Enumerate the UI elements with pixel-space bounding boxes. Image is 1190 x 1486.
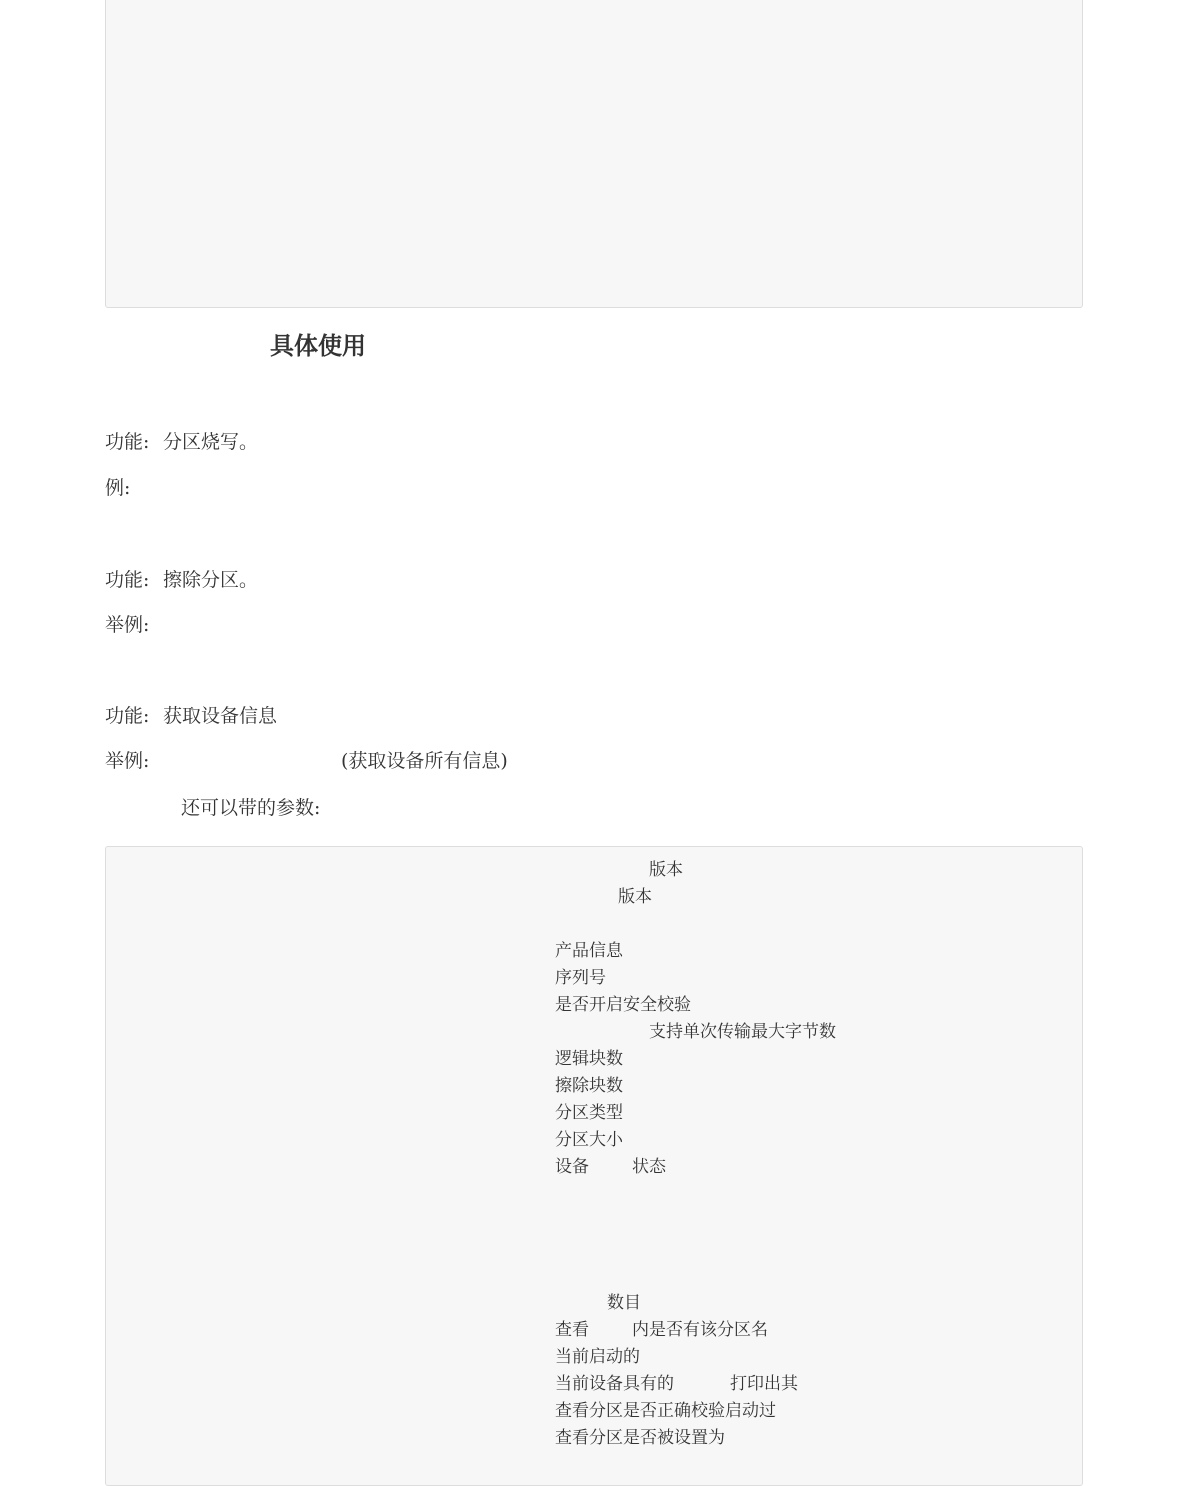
getvar-function-label: 功能: (105, 705, 150, 727)
flash-function-label: 功能: (105, 431, 150, 453)
param-line: 产品信息 (555, 941, 623, 961)
code-block-params (105, 846, 1083, 1486)
erase-function-text: 擦除分区。 (163, 569, 259, 591)
flash-function-text: 分区烧写。 (163, 431, 259, 453)
section-heading: 具体使用 (270, 332, 366, 360)
getvar-params-intro: 还可以带的参数: (181, 797, 321, 819)
getvar-example-label: 举例: (105, 750, 150, 772)
code-block-top (105, 0, 1083, 308)
param-line: 打印出其 (730, 1374, 798, 1394)
erase-function-label: 功能: (105, 569, 150, 591)
param-line: 数目 (607, 1293, 641, 1313)
param-line: 查看 (555, 1320, 589, 1340)
param-line: 当前设备具有的 (555, 1374, 674, 1394)
param-line: 查看分区是否被设置为 (555, 1428, 725, 1448)
param-line: 版本 (649, 860, 683, 880)
param-line: 逻辑块数 (555, 1049, 623, 1069)
param-line: 当前启动的 (555, 1347, 640, 1367)
param-line: 状态 (632, 1157, 666, 1177)
param-line: 是否开启安全校验 (555, 995, 691, 1015)
flash-example-label: 例: (105, 477, 131, 499)
param-line: 版本 (618, 887, 652, 907)
param-line: 支持单次传输最大字节数 (649, 1022, 836, 1042)
erase-example-label: 举例: (105, 614, 150, 636)
param-line: 内是否有该分区名 (632, 1320, 768, 1340)
param-line: 查看分区是否正确校验启动过 (555, 1401, 776, 1421)
param-line: 分区类型 (555, 1103, 623, 1123)
param-line: 擦除块数 (555, 1076, 623, 1096)
param-line: 序列号 (555, 968, 606, 988)
getvar-function-text: 获取设备信息 (163, 705, 278, 727)
getvar-example-note: (获取设备所有信息) (341, 750, 508, 772)
param-line: 分区大小 (555, 1130, 623, 1150)
param-line: 设备 (555, 1157, 589, 1177)
